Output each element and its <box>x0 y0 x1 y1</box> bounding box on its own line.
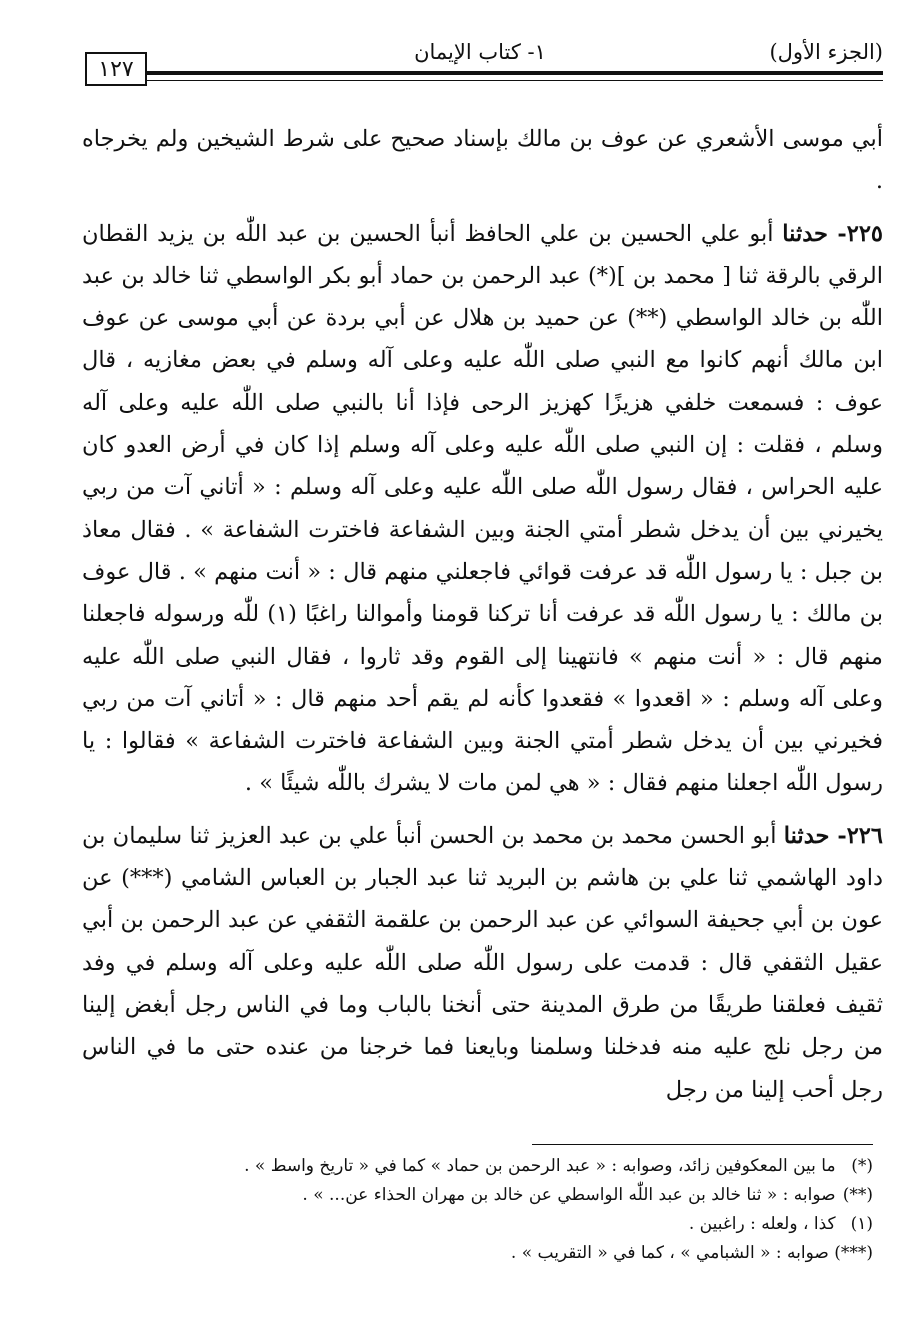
footnote-mark: (***) <box>834 1243 873 1263</box>
footnote-mark: (١) <box>850 1214 873 1234</box>
chapter-title: ١- كتاب الإيمان <box>414 40 546 64</box>
footnote <box>100 1181 873 1210</box>
footnote-text: ما بين المعكوفين زائد، وصوابه : « عبد الرحمن بن حماد » كما في « تاريخ واسط » . <box>244 1156 836 1176</box>
footnote-text: صوابه : « الشبامي » ، كما في « التقريب » . <box>510 1243 829 1263</box>
footnote-rule <box>532 1144 873 1145</box>
hadith-text: أبو علي الحسين بن علي الحافظ أنبأ الحسين بن عبد اللّٰه بن يزيد القطان الرقي بالرقة ثنا [ محمد بن ](*) عبد الرحمن بن حماد أبو بكر الواسطي ثنا خالد بن عبد اللّٰه بن خالد الواسطي (**) عن حميد بن هلال عن أبي بردة عن أبي موسى عن عوف ابن مالك أنهم كانوا مع النبي صلى اللّٰه عليه وعلى آله وسلم في بعض مغازيه ، قال عوف : فسمعت خلفي هزيزًا كهزيز الرحى فإذا أنا بالنبي صلى اللّٰه عليه وعلى آله وسلم ، فقلت : إن النبي صلى اللّٰه عليه وعلى آله وسلم إذا كان في أرض العدو كان عليه الحراس ، فقال رسول اللّٰه صلى اللّٰه عليه وعلى آله وسلم : « أتاني آت من ربي يخيرني بين أن يدخل شطر أمتي الجنة وبين الشفاعة فاخترت الشفاعة » . فقال معاذ بن جبل : يا رسول اللّٰه قد عرفت قوائي فاجعلني منهم قال : « أنت منهم » . قال عوف بن مالك : يا رسول اللّٰه قد عرفت أنا تركنا قومنا وأموالنا راغبًا (١) للّٰه ورسوله فاجعلنا منهم قال : « أنت منهم » فانتهينا إلى القوم وقد ثاروا ، فقال النبي صلى اللّٰه عليه وعلى آله وسلم : « اقعدوا » فقعدوا كأنه لم يقم أحد منهم قال : « أتاني آت من ربي فخيرني بين أن يدخل شطر أمتي الجنة وبين الشفاعة فاخترت الشفاعة » فقالوا : يا رسول اللّٰه اجعلنا منهم فقال : « هي لمن مات لا يشرك باللّٰه شيئًا » . <box>82 220 883 797</box>
volume-title: (الجزء الأول) <box>769 40 883 64</box>
footnote <box>100 1152 873 1181</box>
footnote <box>100 1239 873 1268</box>
page-number-box <box>85 52 147 86</box>
footnote <box>100 1210 873 1239</box>
hadith-225 <box>82 213 883 805</box>
footnote-text: صوابه : « ثنا خالد بن عبد اللّٰه الواسطي عن خالد بن مهران الحذاء عن... » . <box>302 1185 836 1205</box>
hadith-text: أبو الحسن محمد بن محمد بن الحسن أنبأ علي بن عبد العزيز ثنا سليمان بن داود الهاشمي ثنا علي بن هاشم بن البريد ثنا عبد الجبار بن العباس الشامي (***) عن عون بن أبي جحيفة السوائي عن عبد الرحمن بن علقمة الثقفي عن عبد الرحمن بن أبي عقيل الثقفي قال : قدمت على رسول اللّٰه صلى اللّٰه عليه وعلى آله وسلم في وفد ثقيف فعلقنا طريقًا من طرق المدينة حتى أنخنا بالباب وما في الناس رجل أبغض إلينا من رجل نلج عليه منه فدخلنا وسلمنا وبايعنا فما خرجنا من عنده حتى ما في الناس رجل أحب إلينا من رجل <box>82 822 883 1103</box>
footnotes <box>100 1152 873 1268</box>
hadith-number: ٢٢٥- حدثنا <box>782 220 883 247</box>
hadith-226 <box>82 815 883 1111</box>
footnote-mark: (*) <box>851 1156 873 1176</box>
header-rule-thick <box>147 71 883 75</box>
footnote-text: كذا ، ولعله : راغبين . <box>688 1214 836 1234</box>
paragraph-continuation: أبي موسى الأشعري عن عوف بن مالك بإسناد صحيح على شرط الشيخين ولم يخرجاه . <box>82 126 883 195</box>
hadith-number: ٢٢٦- حدثنا <box>783 822 883 849</box>
page-number: ١٢٧ <box>98 56 134 82</box>
footnote-mark: (**) <box>842 1185 873 1205</box>
header-rule-thin <box>147 80 883 81</box>
main-text <box>82 118 883 1111</box>
